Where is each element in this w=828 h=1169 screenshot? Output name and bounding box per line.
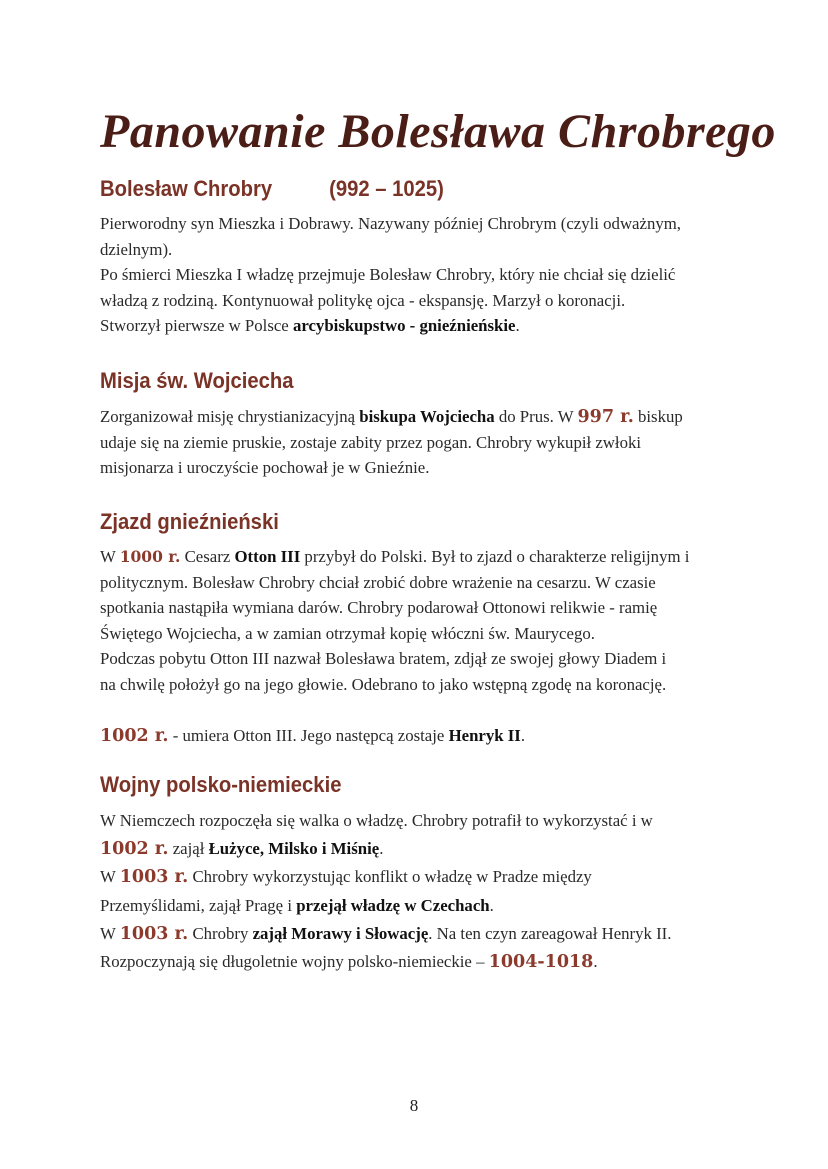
text-line xyxy=(100,430,740,456)
page-title: Panowanie Bolesława Chrobrego xyxy=(100,105,776,158)
text-run: politycznym. Bolesław Chrobry chciał zrobić dobre wrażenie na cesarzu. W czasie xyxy=(100,572,656,592)
text-run: . xyxy=(489,895,494,915)
text-run: Chrobry xyxy=(188,923,253,943)
bold-term: Łużyce, Milsko i Miśnię xyxy=(208,839,380,859)
text-line xyxy=(100,835,740,863)
paragraph-zjazd xyxy=(100,544,740,697)
paragraph-note-1002 xyxy=(100,723,740,749)
text-line xyxy=(100,313,740,339)
text-line xyxy=(100,672,740,698)
section-heading-wojny: Wojny polsko-niemieckie xyxy=(100,772,342,797)
text-line xyxy=(100,570,740,596)
text-run: Stworzył pierwsze w Polsce xyxy=(100,316,293,335)
text-line xyxy=(100,262,740,288)
text-run: na chwilę położył go na jego głowie. Odebrano to jako wstępną zgodę na koronację. xyxy=(100,674,667,694)
text-line xyxy=(100,863,740,891)
text-line xyxy=(100,892,740,920)
text-run: - umiera Otton III. Jego następcą zostaje xyxy=(168,726,449,745)
paragraph-misja xyxy=(100,404,740,481)
text-run: W xyxy=(100,867,120,887)
text-run: . xyxy=(593,951,598,971)
text-line xyxy=(100,211,740,237)
text-run: W Niemczech rozpoczęła się walka o władzę. Chrobry potrafił to wykorzystać i w xyxy=(100,811,653,830)
text-run: dzielnym). xyxy=(100,239,173,259)
text-run: . xyxy=(515,316,520,335)
text-run: Przemyślidami, zajął Pragę i xyxy=(100,895,297,915)
text-line xyxy=(100,646,740,672)
text-run: . xyxy=(520,726,526,745)
text-line xyxy=(100,621,740,647)
text-run: Podczas pobytu Otton III nazwał Bolesława bratem, zdjął ze swojej głowy Diadem i xyxy=(100,649,667,668)
text-line xyxy=(100,723,740,749)
year-highlight: 1003 r. xyxy=(119,867,189,888)
text-run: . Na ten czyn zareagował Henryk II. xyxy=(428,923,672,943)
text-line xyxy=(100,404,740,430)
text-run: Chrobry wykorzystując konflikt o władzę w Pradze między xyxy=(188,867,592,887)
reign-dates: (992 – 1025) xyxy=(329,176,444,201)
bold-term: Henryk II xyxy=(448,726,521,745)
page-number: 8 xyxy=(409,1096,419,1115)
text-run: W xyxy=(100,923,120,943)
bold-term: Otton III xyxy=(234,547,301,566)
year-highlight: 1000 r. xyxy=(119,547,181,566)
year-highlight: 1003 r. xyxy=(119,923,189,944)
text-run: Świętego Wojciecha, a w zamian otrzymał kopię włóczni św. Maurycego. xyxy=(100,623,595,643)
text-run: do Prus. W xyxy=(494,407,578,426)
year-highlight: 997 r. xyxy=(577,407,634,427)
text-run: Rozpoczynają się długoletnie wojny polsko-niemieckie – xyxy=(100,951,489,971)
text-run: . xyxy=(379,839,384,859)
bold-term: zajął Morawy i Słowację xyxy=(252,923,429,943)
text-line xyxy=(100,237,740,263)
paragraph-wojny xyxy=(100,807,740,976)
section-heading-boleslaw xyxy=(100,176,444,202)
year-highlight: 1004-1018 xyxy=(488,951,594,972)
bold-term: biskupa Wojciecha xyxy=(359,407,495,426)
text-run: zajął xyxy=(168,839,209,859)
heading-text: Bolesław Chrobry xyxy=(100,176,273,201)
text-run: Pierworodny syn Mieszka i Dobrawy. Nazywany później Chrobrym (czyli odważnym, xyxy=(100,214,681,233)
text-run: Cesarz xyxy=(180,547,235,566)
text-run: W xyxy=(100,547,120,566)
text-line xyxy=(100,544,740,570)
text-line xyxy=(100,920,740,948)
text-run: misjonarza i uroczyście pochował je w Gnieźnie. xyxy=(100,458,430,477)
section-heading-misja: Misja św. Wojciecha xyxy=(100,368,294,393)
bold-term: arcybiskupstwo - gnieźnieńskie xyxy=(292,316,516,335)
text-line xyxy=(100,595,740,621)
text-line xyxy=(100,288,740,314)
year-highlight: 1002 r. xyxy=(100,726,169,746)
text-run: przybył do Polski. Był to zjazd o charakterze religijnym i xyxy=(300,547,690,566)
text-line xyxy=(100,455,740,481)
bold-term: przejął władzę w Czechach xyxy=(296,895,490,915)
text-run: Po śmierci Mieszka I władzę przejmuje Bolesław Chrobry, który nie chciał się dzielić xyxy=(100,265,676,284)
text-run: udaje się na ziemie pruskie, zostaje zabity przez pogan. Chrobry wykupił zwłoki xyxy=(100,432,642,452)
text-run: spotkania nastąpiła wymiana darów. Chrobry podarował Ottonowi relikwie - ramię xyxy=(100,598,658,617)
section-heading-zjazd: Zjazd gnieźnieński xyxy=(100,509,279,534)
text-run: Zorganizował misję chrystianizacyjną xyxy=(100,407,360,426)
text-line xyxy=(100,807,740,835)
year-highlight: 1002 r. xyxy=(100,839,169,860)
paragraph-boleslaw xyxy=(100,211,740,339)
text-run: biskup xyxy=(633,407,683,426)
text-line xyxy=(100,948,740,976)
text-run: władzą z rodziną. Kontynuował politykę ojca - ekspansję. Marzył o koronacji. xyxy=(100,290,626,310)
